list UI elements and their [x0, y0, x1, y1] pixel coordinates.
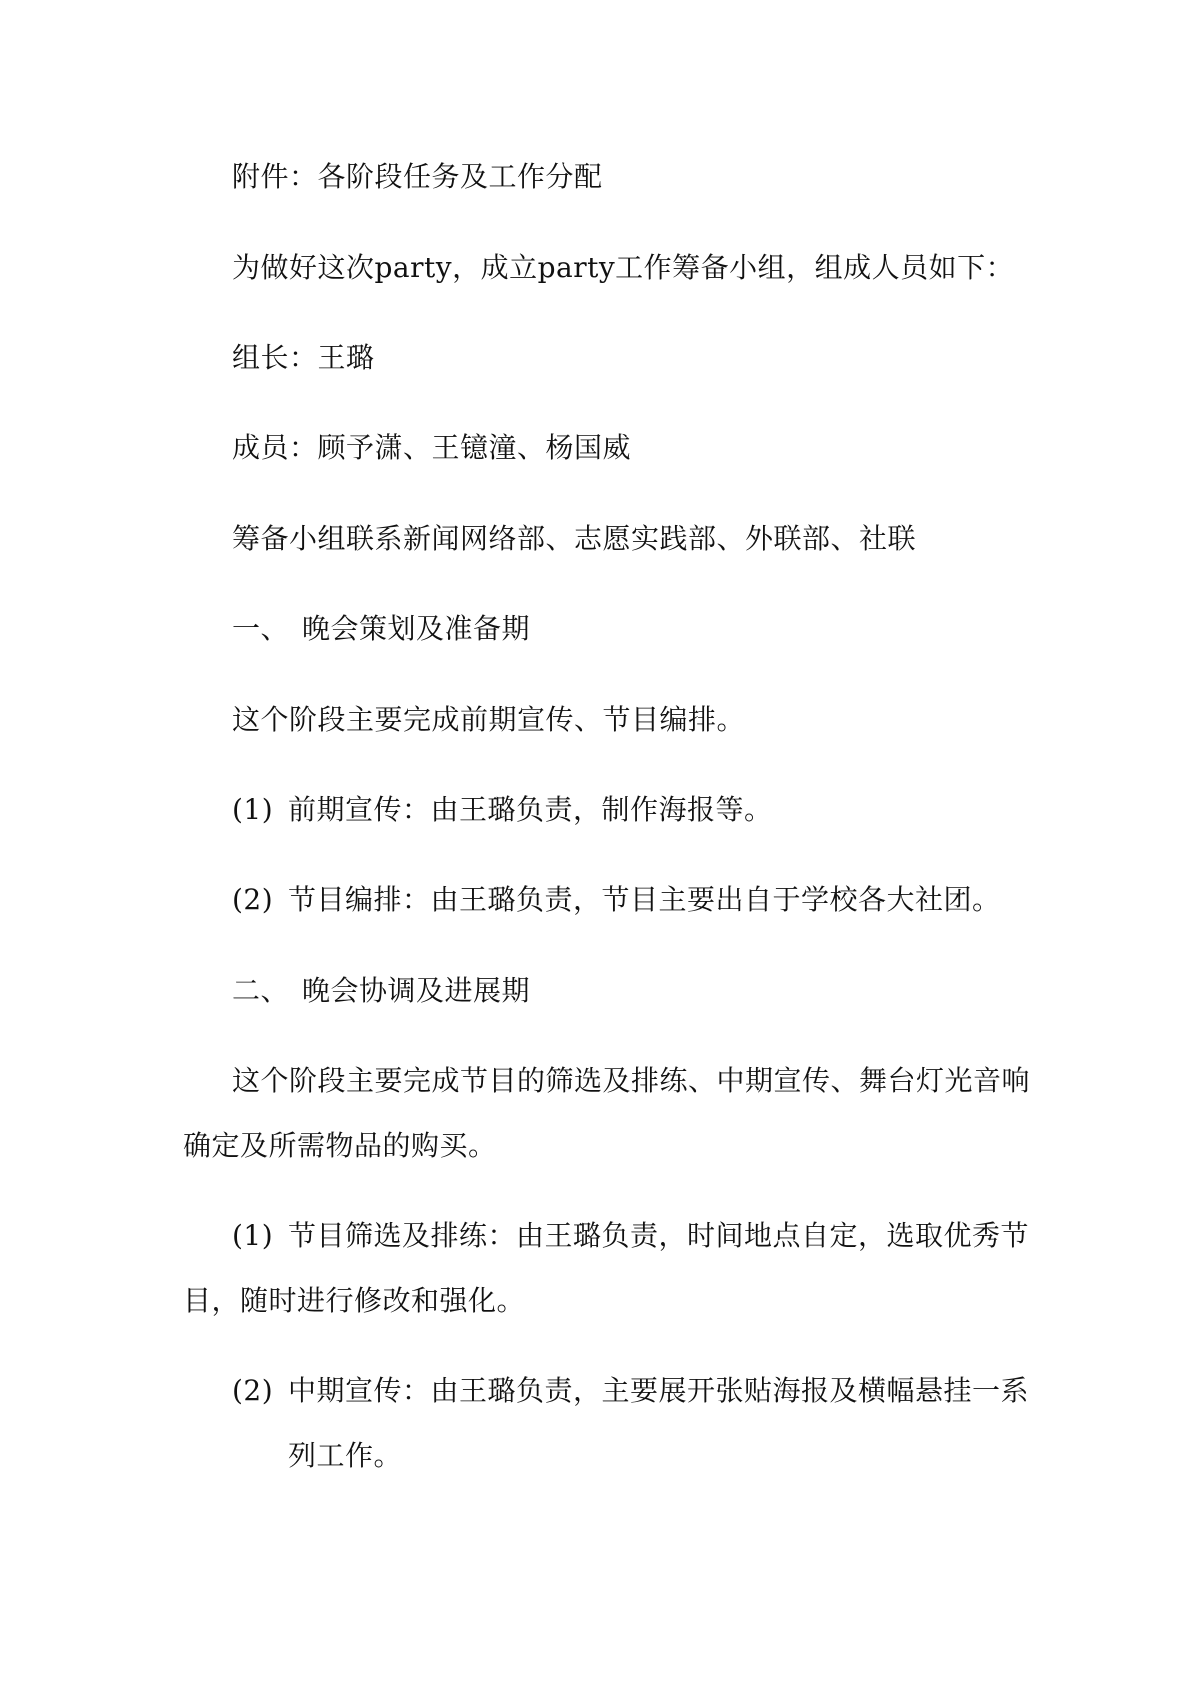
- section-2-item-1-continuation: 目，随时进行修改和强化。: [183, 1284, 526, 1317]
- section-1-item-2: [232, 880, 1001, 920]
- section-1-title: 晚会策划及准备期: [302, 612, 531, 645]
- item-number: (1): [232, 793, 274, 826]
- leader-line: 组长：王璐: [232, 341, 375, 374]
- item-number: (2): [232, 1374, 274, 1407]
- attachment-title: 附件：各阶段任务及工作分配: [232, 160, 603, 193]
- liaison-line: 筹备小组联系新闻网络部、志愿实践部、外联部、社联: [232, 522, 917, 555]
- members-line: 成员：顾予潇、王镱潼、杨国威: [232, 431, 632, 464]
- item-number: (1): [232, 1219, 274, 1252]
- section-1-item-1: [232, 790, 773, 830]
- item-number: (2): [232, 883, 274, 916]
- section-2-title: 晚会协调及进展期: [302, 974, 531, 1007]
- intro-paragraph: 为做好这次party，成立party工作筹备小组，组成人员如下：: [232, 251, 1015, 284]
- section-1-heading: [232, 609, 530, 649]
- item-text: 节目筛选及排练：由王璐负责，时间地点自定，选取优秀节: [288, 1219, 1030, 1252]
- section-1-summary: 这个阶段主要完成前期宣传、节目编排。: [232, 703, 746, 736]
- item-text: 前期宣传：由王璐负责，制作海报等。: [288, 793, 773, 826]
- section-2-summary-line-2: 确定及所需物品的购买。: [183, 1129, 497, 1162]
- item-text: 节目编排：由王璐负责，节目主要出自于学校各大社团。: [288, 883, 1001, 916]
- item-text: 中期宣传：由王璐负责，主要展开张贴海报及横幅悬挂一系: [288, 1374, 1030, 1407]
- section-2-item-2: [232, 1371, 1029, 1411]
- section-2-item-1: [232, 1216, 1029, 1256]
- section-2-heading: [232, 971, 530, 1011]
- section-2-number: 二、: [232, 974, 290, 1007]
- section-2-summary-line-1: 这个阶段主要完成节目的筛选及排练、中期宣传、舞台灯光音响: [232, 1064, 1031, 1097]
- section-2-item-2-continuation: 列工作。: [288, 1439, 403, 1472]
- section-1-number: 一、: [232, 612, 290, 645]
